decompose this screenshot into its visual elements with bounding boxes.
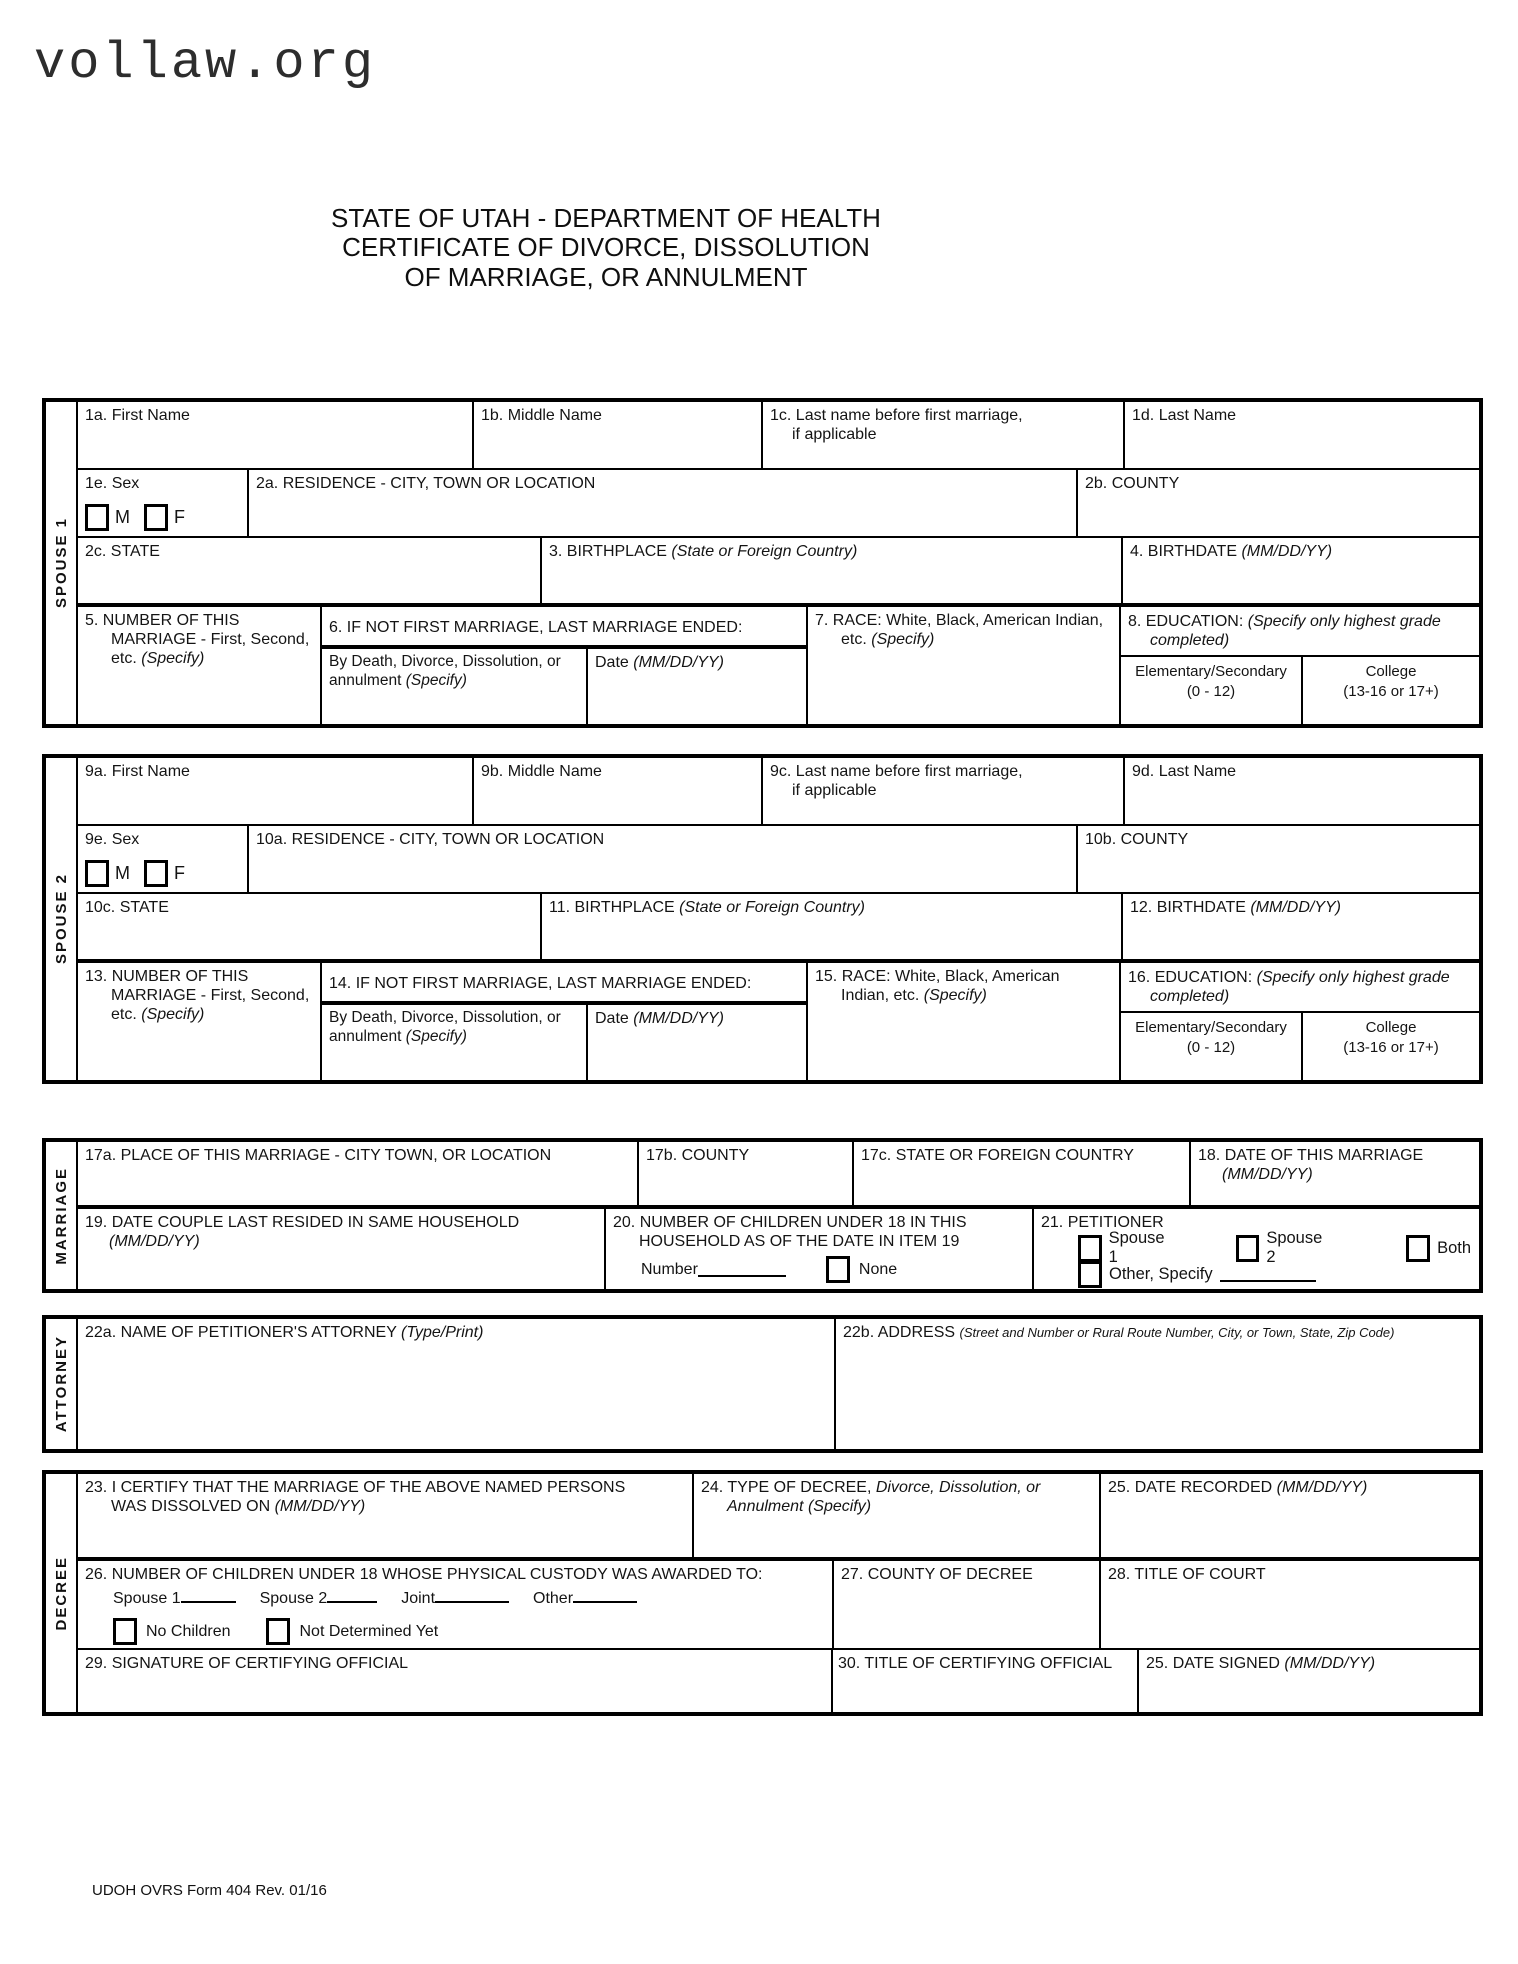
- field-7-race[interactable]: [808, 607, 1121, 724]
- field-1c-last-name-before-marriage[interactable]: [763, 402, 1125, 468]
- field-30-title-certifying-official[interactable]: [833, 1650, 1139, 1712]
- petitioner-spouse1-label: Spouse 1: [1108, 1229, 1165, 1267]
- field-19-date-last-resided-together[interactable]: [78, 1209, 606, 1289]
- field-label: 9d. Last Name: [1132, 763, 1237, 780]
- field-label: 11. BIRTHPLACE (State or Foreign Country): [549, 899, 865, 916]
- field-23-certify-dissolved-on[interactable]: [78, 1474, 694, 1557]
- field-label: 27. COUNTY OF DECREE: [841, 1566, 1033, 1583]
- field-17b-county[interactable]: [639, 1142, 854, 1205]
- field-20-children-in-household: [606, 1209, 1034, 1289]
- field-label: 19. DATE COUPLE LAST RESIDED IN SAME HOUSEHOLD (MM/DD/YY): [85, 1214, 520, 1251]
- field-label: 23. I CERTIFY THAT THE MARRIAGE OF THE ABOVE NAMED PERSONS WAS DISSOLVED ON (MM/DD/YY): [85, 1479, 626, 1516]
- number-blank[interactable]: [698, 1262, 786, 1277]
- field-1a-first-name[interactable]: [78, 402, 474, 468]
- title-line-3: OF MARRIAGE, OR ANNULMENT: [404, 261, 808, 292]
- spouse2-section-label: SPOUSE 2: [46, 758, 78, 1080]
- field-label: 2a. RESIDENCE - CITY, TOWN OR LOCATION: [256, 475, 596, 492]
- spouse1-section: [42, 398, 1483, 728]
- sex-female-checkbox[interactable]: [144, 504, 168, 531]
- field-label: 4. BIRTHDATE (MM/DD/YY): [1130, 543, 1333, 560]
- spouse1-section-label: SPOUSE 1: [46, 402, 78, 724]
- decree-section: [42, 1470, 1483, 1716]
- custody-joint-blank[interactable]: [435, 1588, 509, 1603]
- field-2a-residence[interactable]: [249, 470, 1078, 536]
- custody-other-label: Other: [533, 1590, 574, 1608]
- male-label: M: [115, 507, 130, 528]
- field-9e-sex: [78, 826, 249, 892]
- spouse2-section: [42, 754, 1483, 1084]
- field-label: 5. NUMBER OF THIS MARRIAGE - First, Second, etc. (Specify): [85, 612, 310, 668]
- no-children-label: No Children: [146, 1622, 231, 1640]
- form-title: [0, 204, 1212, 292]
- field-9c-last-name-before-marriage[interactable]: [763, 758, 1125, 824]
- field-label: 1b. Middle Name: [481, 407, 602, 424]
- title-line-2: CERTIFICATE OF DIVORCE, DISSOLUTION: [342, 232, 870, 263]
- field-label: 10a. RESIDENCE - CITY, TOWN OR LOCATION: [256, 831, 605, 848]
- field-9d-last-name[interactable]: [1125, 758, 1479, 824]
- field-6-date-ended[interactable]: [588, 649, 806, 724]
- site-logo[interactable]: vollaw.org: [34, 34, 377, 93]
- none-checkbox[interactable]: [826, 1256, 850, 1283]
- petitioner-both-label: Both: [1437, 1238, 1472, 1257]
- custody-spouse1-label: Spouse 1: [113, 1590, 181, 1608]
- field-label: By Death, Divorce, Dissolution, or annulment (Specify): [329, 1009, 561, 1045]
- sex-male-checkbox[interactable]: [85, 504, 109, 531]
- field-11-birthplace[interactable]: [542, 894, 1123, 959]
- field-label: 22b. ADDRESS (Street and Number or Rural Route Number, City, or Town, State, Zip Code): [843, 1324, 1395, 1341]
- field-1d-last-name[interactable]: [1125, 402, 1479, 468]
- field-label: 1d. Last Name: [1132, 407, 1237, 424]
- field-2b-county[interactable]: [1078, 470, 1479, 536]
- field-25-date-signed[interactable]: [1139, 1650, 1479, 1712]
- custody-spouse2-label: Spouse 2: [259, 1590, 328, 1608]
- petitioner-other-checkbox[interactable]: [1078, 1261, 1102, 1288]
- field-label: 28. TITLE OF COURT: [1108, 1566, 1266, 1583]
- field-label: 15. RACE: White, Black, American Indian, etc. (Specify): [815, 968, 1060, 1005]
- field-22a-attorney-name[interactable]: [78, 1319, 836, 1449]
- custody-other-blank[interactable]: [573, 1588, 637, 1603]
- field-28-title-of-court[interactable]: [1101, 1561, 1479, 1648]
- form-number-footer: UDOH OVRS Form 404 Rev. 01/16: [92, 1882, 327, 1899]
- no-children-checkbox[interactable]: [113, 1618, 137, 1645]
- field-label: 10b. COUNTY: [1085, 831, 1189, 848]
- marriage-section-label: MARRIAGE: [46, 1142, 78, 1289]
- field-label: 13. NUMBER OF THIS MARRIAGE - First, Second, etc. (Specify): [85, 968, 310, 1024]
- field-1e-sex: [78, 470, 249, 536]
- field-16-elementary-secondary[interactable]: Elementary/Secondary (0 - 12): [1121, 1013, 1303, 1080]
- decree-section-label: DECREE: [46, 1474, 78, 1712]
- field-label: 17b. COUNTY: [646, 1147, 750, 1164]
- field-8-education: [1121, 607, 1479, 724]
- female-label: F: [174, 507, 185, 528]
- field-label: 17c. STATE OR FOREIGN COUNTRY: [861, 1147, 1134, 1164]
- field-6-how-ended[interactable]: [322, 649, 588, 724]
- field-label: 29. SIGNATURE OF CERTIFYING OFFICIAL: [85, 1655, 409, 1672]
- field-16-education: [1121, 963, 1479, 1080]
- petitioner-both-checkbox[interactable]: [1406, 1235, 1430, 1262]
- field-label: Date (MM/DD/YY): [595, 1010, 724, 1027]
- petitioner-other-label: Other, Specify: [1109, 1264, 1213, 1283]
- field-3-birthplace[interactable]: [542, 538, 1123, 603]
- field-label: 22a. NAME OF PETITIONER'S ATTORNEY (Type/Print): [85, 1324, 484, 1341]
- field-14-last-marriage-ended: [322, 963, 808, 1080]
- petitioner-spouse2-label: Spouse 2: [1266, 1229, 1323, 1267]
- field-label: 26. NUMBER OF CHILDREN UNDER 18 WHOSE PHYSICAL CUSTODY WAS AWARDED TO:: [85, 1566, 763, 1583]
- attorney-section: [42, 1315, 1483, 1453]
- field-6-last-marriage-ended: [322, 607, 808, 724]
- field-4-birthdate[interactable]: [1123, 538, 1479, 603]
- sex-male-checkbox[interactable]: [85, 860, 109, 887]
- attorney-section-label: ATTORNEY: [46, 1319, 78, 1449]
- custody-spouse2-blank[interactable]: [327, 1588, 377, 1603]
- field-25-date-recorded[interactable]: [1101, 1474, 1479, 1557]
- field-label: 1a. First Name: [85, 407, 190, 424]
- field-8-elementary-secondary[interactable]: Elementary/Secondary (0 - 12): [1121, 657, 1303, 724]
- field-10b-county[interactable]: [1078, 826, 1479, 892]
- field-label: By Death, Divorce, Dissolution, or annulment (Specify): [329, 653, 561, 689]
- field-label: 17a. PLACE OF THIS MARRIAGE - CITY TOWN, OR LOCATION: [85, 1147, 552, 1164]
- field-10c-state[interactable]: [78, 894, 542, 959]
- field-9a-first-name[interactable]: [78, 758, 474, 824]
- field-8-college[interactable]: College (13-16 or 17+): [1343, 663, 1439, 700]
- field-label: 16. EDUCATION: (Specify only highest grade completed): [1121, 963, 1479, 1013]
- field-15-race[interactable]: [808, 963, 1121, 1080]
- field-12-birthdate[interactable]: [1123, 894, 1479, 959]
- field-5-number-of-marriage[interactable]: [78, 607, 322, 724]
- field-9b-middle-name[interactable]: [474, 758, 763, 824]
- field-label: 25. DATE SIGNED (MM/DD/YY): [1146, 1655, 1376, 1672]
- field-18-date-of-marriage[interactable]: [1191, 1142, 1479, 1205]
- field-2c-state[interactable]: [78, 538, 542, 603]
- none-label: None: [858, 1260, 898, 1278]
- field-label: 12. BIRTHDATE (MM/DD/YY): [1130, 899, 1341, 916]
- field-label: 9e. Sex: [85, 831, 140, 848]
- field-13-number-of-marriage[interactable]: [78, 963, 322, 1080]
- field-10a-residence[interactable]: [249, 826, 1078, 892]
- field-label: 9a. First Name: [85, 763, 190, 780]
- field-label: 2b. COUNTY: [1085, 475, 1180, 492]
- title-line-1: STATE OF UTAH - DEPARTMENT OF HEALTH: [331, 203, 881, 233]
- not-determined-label: Not Determined Yet: [299, 1622, 439, 1640]
- field-label: 30. TITLE OF CERTIFYING OFFICIAL: [838, 1655, 1113, 1672]
- field-label: 2c. STATE: [85, 543, 160, 560]
- petitioner-spouse1-checkbox[interactable]: [1078, 1235, 1102, 1262]
- field-label: 21. PETITIONER: [1041, 1214, 1164, 1231]
- petitioner-other-blank[interactable]: [1220, 1267, 1316, 1282]
- field-label: 10c. STATE: [85, 899, 169, 916]
- field-label: Date (MM/DD/YY): [595, 654, 724, 671]
- field-24-type-of-decree[interactable]: [694, 1474, 1101, 1557]
- field-label: 1c. Last name before first marriage, if applicable: [770, 407, 1023, 444]
- field-label: 6. IF NOT FIRST MARRIAGE, LAST MARRIAGE ENDED:: [322, 607, 806, 649]
- custody-joint-label: Joint: [401, 1590, 436, 1608]
- field-17c-state-or-foreign-country[interactable]: [854, 1142, 1191, 1205]
- field-17a-place-of-marriage[interactable]: [78, 1142, 639, 1205]
- field-label: 18. DATE OF THIS MARRIAGE (MM/DD/YY): [1198, 1147, 1424, 1184]
- field-label: 8. EDUCATION: (Specify only highest grade completed): [1121, 607, 1479, 657]
- petitioner-spouse2-checkbox[interactable]: [1236, 1235, 1260, 1262]
- field-21-petitioner: [1034, 1209, 1479, 1289]
- female-label: F: [174, 863, 185, 884]
- field-16-college[interactable]: College (13-16 or 17+): [1343, 1019, 1439, 1056]
- field-label: 7. RACE: White, Black, American Indian, etc. (Specify): [815, 612, 1104, 649]
- field-label: 20. NUMBER OF CHILDREN UNDER 18 IN THIS HOUSEHOLD AS OF THE DATE IN ITEM 19: [613, 1214, 967, 1251]
- field-14-how-ended[interactable]: [322, 1005, 588, 1080]
- field-14-date-ended[interactable]: [588, 1005, 806, 1080]
- number-label: Number: [641, 1260, 698, 1278]
- marriage-section: [42, 1138, 1483, 1293]
- field-27-county-of-decree[interactable]: [834, 1561, 1101, 1648]
- field-label: 25. DATE RECORDED (MM/DD/YY): [1108, 1479, 1368, 1496]
- field-29-signature-certifying-official[interactable]: [78, 1650, 833, 1712]
- field-label: 9b. Middle Name: [481, 763, 602, 780]
- field-label: 14. IF NOT FIRST MARRIAGE, LAST MARRIAGE ENDED:: [322, 963, 806, 1005]
- field-26-custody-awarded: [78, 1561, 834, 1648]
- field-1b-middle-name[interactable]: [474, 402, 763, 468]
- field-22b-attorney-address[interactable]: [836, 1319, 1479, 1449]
- not-determined-checkbox[interactable]: [266, 1618, 290, 1645]
- field-label: 1e. Sex: [85, 475, 140, 492]
- field-label: 24. TYPE OF DECREE, Divorce, Dissolution, or Annulment (Specify): [701, 1479, 1041, 1516]
- custody-spouse1-blank[interactable]: [181, 1588, 236, 1603]
- field-label: 9c. Last name before first marriage, if applicable: [770, 763, 1023, 800]
- sex-female-checkbox[interactable]: [144, 860, 168, 887]
- field-label: 3. BIRTHPLACE (State or Foreign Country): [549, 543, 858, 560]
- male-label: M: [115, 863, 130, 884]
